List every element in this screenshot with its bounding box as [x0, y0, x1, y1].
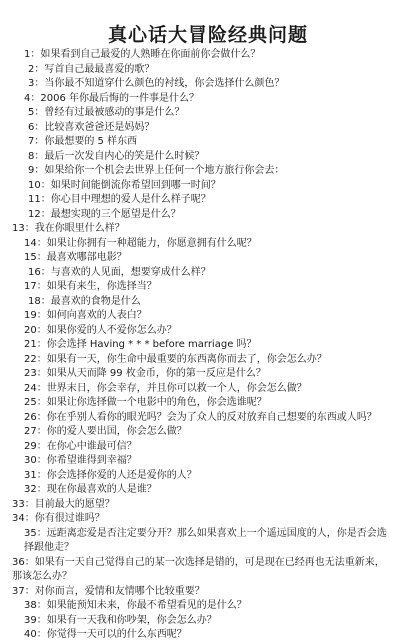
question-text: 我在你眼里什么样？ [34, 223, 125, 234]
question-number: 23： [24, 368, 47, 379]
question-number: 24： [24, 382, 47, 394]
question-number: 37： [12, 585, 35, 597]
question-text: 你在乎别人看你的眼光吗？会为了众人的反对放弃自己想要的东西或人吗？ [46, 411, 377, 423]
question-text: 与喜欢的人见面，想要穿成什么样？ [50, 266, 211, 278]
question-text: 如果从天而降 99 枚金币，你的第一反应是什么？ [46, 368, 266, 379]
question-item [24, 425, 392, 440]
question-item [28, 106, 392, 121]
question-item [28, 121, 392, 136]
question-item [24, 628, 392, 643]
question-text: 如果让你拥有一种超能力，你愿意拥有什么呢？ [46, 237, 257, 249]
question-text: 你心目中理想的爱人是什么样子呢？ [50, 194, 211, 205]
question-number: 1： [24, 49, 41, 60]
question-text: 最喜欢的食物是什么 [50, 295, 141, 307]
question-text: 最喜欢哪部电影？ [46, 252, 127, 263]
question-text: 当你最不知道穿什么颜色的衬线，你会选择什么颜色？ [44, 78, 285, 89]
question-item [28, 295, 392, 310]
question-item [24, 440, 392, 455]
question-item [28, 208, 392, 223]
question-text: 如果有来生，你选择当？ [46, 281, 157, 292]
question-number: 27： [24, 426, 47, 437]
question-text: 如果让你选择做一个电影中的角色，你会选谁呢？ [46, 397, 267, 408]
question-number: 11： [28, 194, 51, 205]
question-text: 曾经有过最被感动的事是什么？ [44, 107, 185, 118]
question-number: 35： [24, 527, 47, 539]
question-number: 16： [28, 266, 51, 278]
question-text: 你会选择 Having * * * before marriage 吗？ [46, 339, 257, 350]
question-item [24, 396, 392, 411]
question-number: 18： [28, 295, 51, 307]
question-number: 22： [24, 353, 47, 365]
question-number: 5： [28, 107, 45, 118]
question-item [28, 266, 392, 281]
question-item [12, 222, 392, 237]
question-number: 30： [24, 455, 47, 466]
question-number: 3： [28, 78, 45, 89]
question-item [24, 280, 392, 295]
question-number: 15： [24, 252, 47, 263]
question-text: 最想实现的三个愿望是什么？ [50, 208, 181, 220]
question-text: 远距离恋爱是否注定要分开？那么如果喜欢上一个遥远国度的人，你是否会选择跟他走？ [24, 527, 387, 553]
question-item [28, 150, 392, 165]
question-item [12, 556, 392, 585]
question-item [24, 454, 392, 469]
question-item [12, 512, 392, 527]
question-number: 4： [24, 92, 41, 104]
question-number: 8： [28, 150, 45, 162]
question-item [28, 77, 392, 92]
question-text: 如何向喜欢的人表白？ [46, 310, 147, 321]
question-item [28, 63, 392, 78]
question-number: 14： [24, 237, 47, 249]
question-item [24, 367, 392, 382]
question-number: 19： [24, 310, 47, 321]
question-text: 2006 年你最后悔的一件事是什么？ [40, 92, 200, 104]
question-item [24, 353, 392, 368]
question-text: 对你而言，爱情和友情哪个比较重要？ [34, 585, 205, 597]
question-item [24, 382, 392, 397]
question-number: 7： [28, 136, 45, 147]
question-item [24, 599, 392, 614]
question-item [28, 164, 392, 179]
question-number: 13： [12, 223, 35, 234]
question-text: 目前最大的愿望？ [34, 498, 115, 510]
question-number: 29： [24, 440, 47, 452]
question-number: 39： [24, 614, 47, 626]
question-text: 如果有一天自己觉得自己的某一次选择是错的，可是现在已经再也无法重新来，那该怎么办？ [12, 556, 385, 582]
question-number: 34： [12, 513, 35, 524]
question-text: 在你心中谁最可信？ [46, 440, 137, 452]
question-item [24, 324, 392, 339]
question-number: 9： [28, 165, 45, 176]
question-text: 如果有一天我和你吵架，你会怎么办？ [46, 614, 217, 626]
question-text: 比较喜欢爸爸还是妈妈？ [44, 121, 155, 133]
question-item [24, 411, 392, 426]
question-number: 31： [24, 469, 47, 481]
question-text: 如果给你一个机会去世界上任何一个地方旅行你会去： [44, 165, 285, 176]
question-number: 17： [24, 281, 47, 292]
question-item [24, 469, 392, 484]
question-item [24, 237, 392, 252]
question-item [12, 585, 392, 600]
question-number: 25： [24, 397, 47, 408]
question-text: 你有很过谁吗？ [34, 513, 105, 524]
question-number: 26： [24, 411, 47, 423]
question-number: 32： [24, 484, 47, 495]
question-number: 40： [24, 629, 47, 640]
question-item [24, 527, 392, 556]
question-item [24, 338, 392, 353]
question-number: 21： [24, 339, 47, 350]
question-text: 如果你爱的人不爱你怎么办？ [46, 324, 177, 336]
question-number: 10： [28, 179, 51, 191]
question-item [12, 498, 392, 513]
question-item [24, 309, 392, 324]
question-text: 你会选择你爱的人还是爱你的人？ [46, 469, 197, 481]
question-number: 20： [24, 324, 47, 336]
question-text: 如果有一天，你生命中最重要的东西离你而去了，你会怎么办？ [46, 353, 327, 365]
question-number: 6： [28, 121, 45, 133]
question-number: 33： [12, 498, 35, 510]
question-text: 你希望谁得到幸福？ [46, 455, 137, 466]
question-item [24, 483, 392, 498]
question-item [24, 48, 392, 63]
question-item [24, 614, 392, 629]
question-item [28, 179, 392, 194]
question-text: 如果时间能倒流你希望回到哪一时间？ [50, 179, 221, 191]
question-number: 12： [28, 208, 51, 220]
question-item [28, 135, 392, 150]
question-number: 36： [12, 556, 35, 568]
question-text: 如果看到自己最爱的人熟睡在你面前你会做什么？ [40, 49, 261, 60]
question-text: 你觉得一天可以的什么东西呢？ [46, 629, 187, 640]
question-item [24, 92, 392, 107]
question-text: 最后一次发自内心的笑是什么时候？ [44, 150, 205, 162]
question-number: 2： [28, 63, 45, 75]
question-text: 现在你最喜欢的人是谁？ [46, 484, 157, 495]
question-text: 世界末日，你会幸存，并且你可以救一个人，你会怎么做？ [46, 382, 307, 394]
question-text: 你的爱人要出国，你会怎么做？ [46, 426, 187, 437]
question-item [28, 193, 392, 208]
page-title: 真心话大冒险经典问题 [107, 24, 308, 46]
question-item [24, 251, 392, 266]
question-text: 如果能预知未来，你最不希望看见的是什么？ [46, 600, 247, 611]
question-list [12, 48, 392, 643]
question-text: 你最想要的 5 样东西 [44, 136, 138, 147]
question-number: 38： [24, 600, 47, 611]
question-text: 写首自己最最喜爱的歌？ [44, 63, 155, 75]
